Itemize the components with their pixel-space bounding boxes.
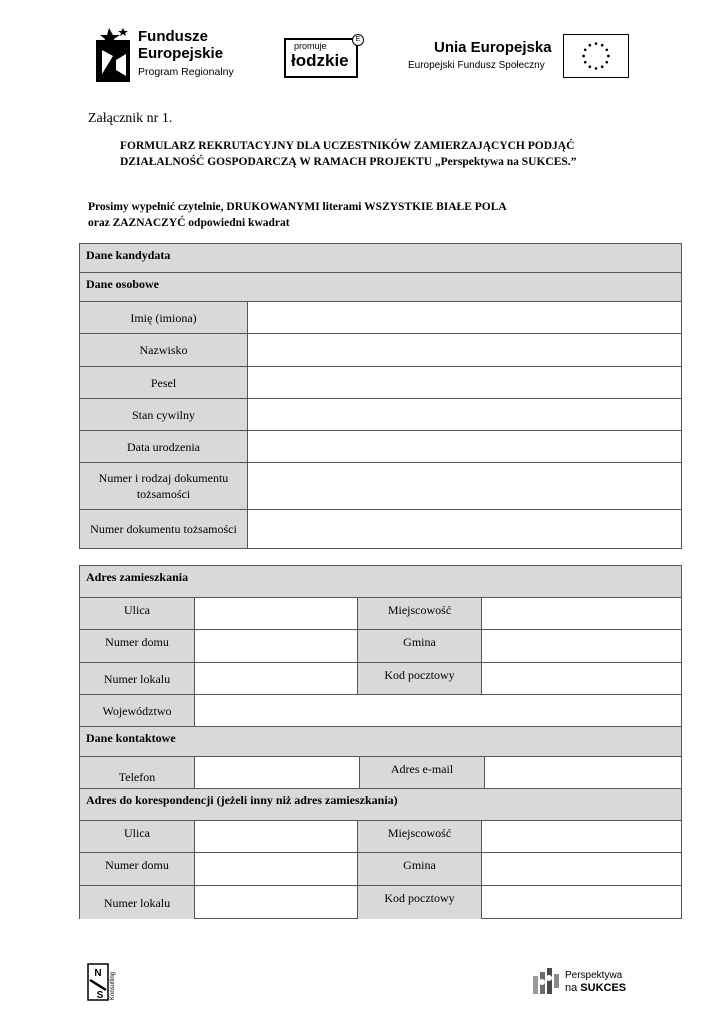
form-row-first-name: [80, 301, 681, 333]
corr-row-street: [80, 820, 681, 852]
correspondence-address-header: Adres do korespondencji (jeżeli inny niż adres zamieszkania): [80, 788, 681, 820]
corr-city-field[interactable]: [482, 821, 681, 852]
svg-text:S: S: [96, 990, 104, 1001]
nk-konsulting-text: Konsulting: [110, 971, 116, 1000]
annex-label: Załącznik nr 1.: [88, 111, 173, 126]
nk-konsulting-logo-icon: [86, 962, 120, 1002]
corr-postal-code-label: Kod pocztowy: [358, 886, 482, 919]
form-row-pesel: [80, 366, 681, 398]
form-row-id-document-type: [80, 462, 681, 509]
eu-star: [605, 61, 608, 64]
id-number-field[interactable]: [248, 510, 681, 548]
phone-label: Telefon: [80, 757, 195, 788]
svg-text:N: N: [94, 968, 102, 979]
lodz-logo-top: promuje: [294, 41, 327, 51]
corr-postal-code-field[interactable]: [482, 886, 681, 919]
address-row-flat: [80, 662, 681, 694]
eu-star: [595, 42, 598, 45]
eu-star: [601, 65, 604, 68]
personal-data-header: Dane osobowe: [80, 272, 681, 301]
last-name-field[interactable]: [248, 334, 681, 366]
contact-row: [80, 756, 681, 788]
perspektywa-na: na: [565, 982, 581, 994]
eu-star: [595, 67, 598, 70]
corr-row-house: [80, 852, 681, 885]
perspektywa-logo-icon: [531, 966, 561, 996]
fe-logo-line1: Fundusze: [138, 28, 208, 45]
pesel-field[interactable]: [248, 367, 681, 398]
eu-star: [588, 44, 591, 47]
postal-code-field[interactable]: [482, 663, 681, 694]
corr-house-number-label: Numer domu: [80, 853, 195, 885]
postal-code-label: Kod pocztowy: [358, 663, 482, 694]
residence-address-header: Adres zamieszkania: [80, 565, 681, 597]
instruction-text: [88, 199, 648, 231]
voivodeship-label: Województwo: [80, 695, 195, 726]
corr-row-flat: [80, 885, 681, 918]
form-row-birth-date: [80, 430, 681, 462]
phone-field[interactable]: [195, 757, 360, 788]
candidate-data-form: [79, 243, 682, 549]
candidate-data-header: Dane kandydata: [80, 243, 681, 272]
fe-logo-line2: Europejskie: [138, 45, 224, 62]
instruction-line1: Prosimy wypełnić czytelnie, DRUKOWANYMI literami WSZYSTKIE BIAŁE POLA: [88, 201, 507, 213]
document-title: FORMULARZ REKRUTACYJNY DLA UCZESTNIKÓW ZAMIERZAJĄCYCH PODJĄĆ DZIAŁALNOŚĆ GOSPODARCZĄ W RAMACH PROJEKTU „Perspektywa na SUKCES.”: [120, 140, 577, 168]
eu-star: [584, 48, 587, 51]
lodz-logo-main: łodzkie: [291, 51, 349, 70]
eu-star: [601, 44, 604, 47]
corr-flat-number-label: Numer lokalu: [80, 886, 195, 919]
perspektywa-line1: Perspektywa: [565, 970, 623, 981]
first-name-label: Imię (imiona): [80, 302, 248, 333]
address-form: [79, 565, 682, 919]
address-row-voivodeship: [80, 694, 681, 726]
corr-street-label: Ulica: [80, 821, 195, 852]
eu-star: [588, 65, 591, 68]
birth-date-label: Data urodzenia: [80, 431, 248, 462]
corr-flat-number-field[interactable]: [195, 886, 358, 919]
corr-commune-field[interactable]: [482, 853, 681, 885]
id-document-type-field[interactable]: [248, 463, 681, 509]
form-row-last-name: [80, 333, 681, 366]
ue-title: Unia Europejska: [434, 39, 552, 56]
street-label: Ulica: [80, 598, 195, 629]
city-label: Miejscowość: [358, 598, 482, 629]
lodz-logo-reg: E: [352, 34, 364, 46]
perspektywa-line2: [565, 982, 626, 995]
perspektywa-sukces: SUKCES: [580, 982, 627, 994]
corr-city-label: Miejscowość: [358, 821, 482, 852]
commune-label: Gmina: [358, 630, 482, 662]
eu-star: [605, 48, 608, 51]
flat-number-label: Numer lokalu: [80, 663, 195, 694]
fe-logo-line3: Program Regionalny: [138, 66, 234, 78]
pesel-label: Pesel: [80, 367, 248, 398]
marital-status-label: Stan cywilny: [80, 399, 248, 430]
birth-date-field[interactable]: [248, 431, 681, 462]
first-name-field[interactable]: [248, 302, 681, 333]
form-row-id-number: [80, 509, 681, 548]
ue-subtitle: Europejski Fundusz Społeczny: [408, 60, 545, 71]
corr-commune-label: Gmina: [358, 853, 482, 885]
city-field[interactable]: [482, 598, 681, 629]
address-row-house: [80, 629, 681, 662]
contact-data-header: Dane kontaktowe: [80, 726, 681, 756]
marital-status-field[interactable]: [248, 399, 681, 430]
eu-star: [582, 55, 585, 58]
commune-field[interactable]: [482, 630, 681, 662]
unia-europejska-logo: [408, 38, 568, 78]
eu-star: [607, 55, 610, 58]
instruction-line2: oraz ZAZNACZYĆ odpowiedni kwadrat: [88, 217, 290, 229]
promuje-lodzkie-logo: [284, 34, 366, 80]
voivodeship-field[interactable]: [195, 695, 681, 726]
street-field[interactable]: [195, 598, 358, 629]
last-name-label: Nazwisko: [80, 334, 248, 366]
flat-number-field[interactable]: [195, 663, 358, 694]
house-number-field[interactable]: [195, 630, 358, 662]
house-number-label: Numer domu: [80, 630, 195, 662]
corr-house-number-field[interactable]: [195, 853, 358, 885]
corr-street-field[interactable]: [195, 821, 358, 852]
email-label: Adres e-mail: [360, 757, 485, 788]
form-row-marital-status: [80, 398, 681, 430]
fe-logo-icon: [96, 26, 130, 82]
eu-flag-icon: [563, 34, 629, 78]
eu-star: [584, 61, 587, 64]
fundusze-europejskie-logo: [96, 26, 246, 84]
id-number-label: Numer dokumentu tożsamości: [80, 510, 248, 548]
email-field[interactable]: [485, 757, 681, 788]
id-document-type-label: Numer i rodzaj dokumentu tożsamości: [80, 463, 248, 509]
address-row-street: [80, 597, 681, 629]
